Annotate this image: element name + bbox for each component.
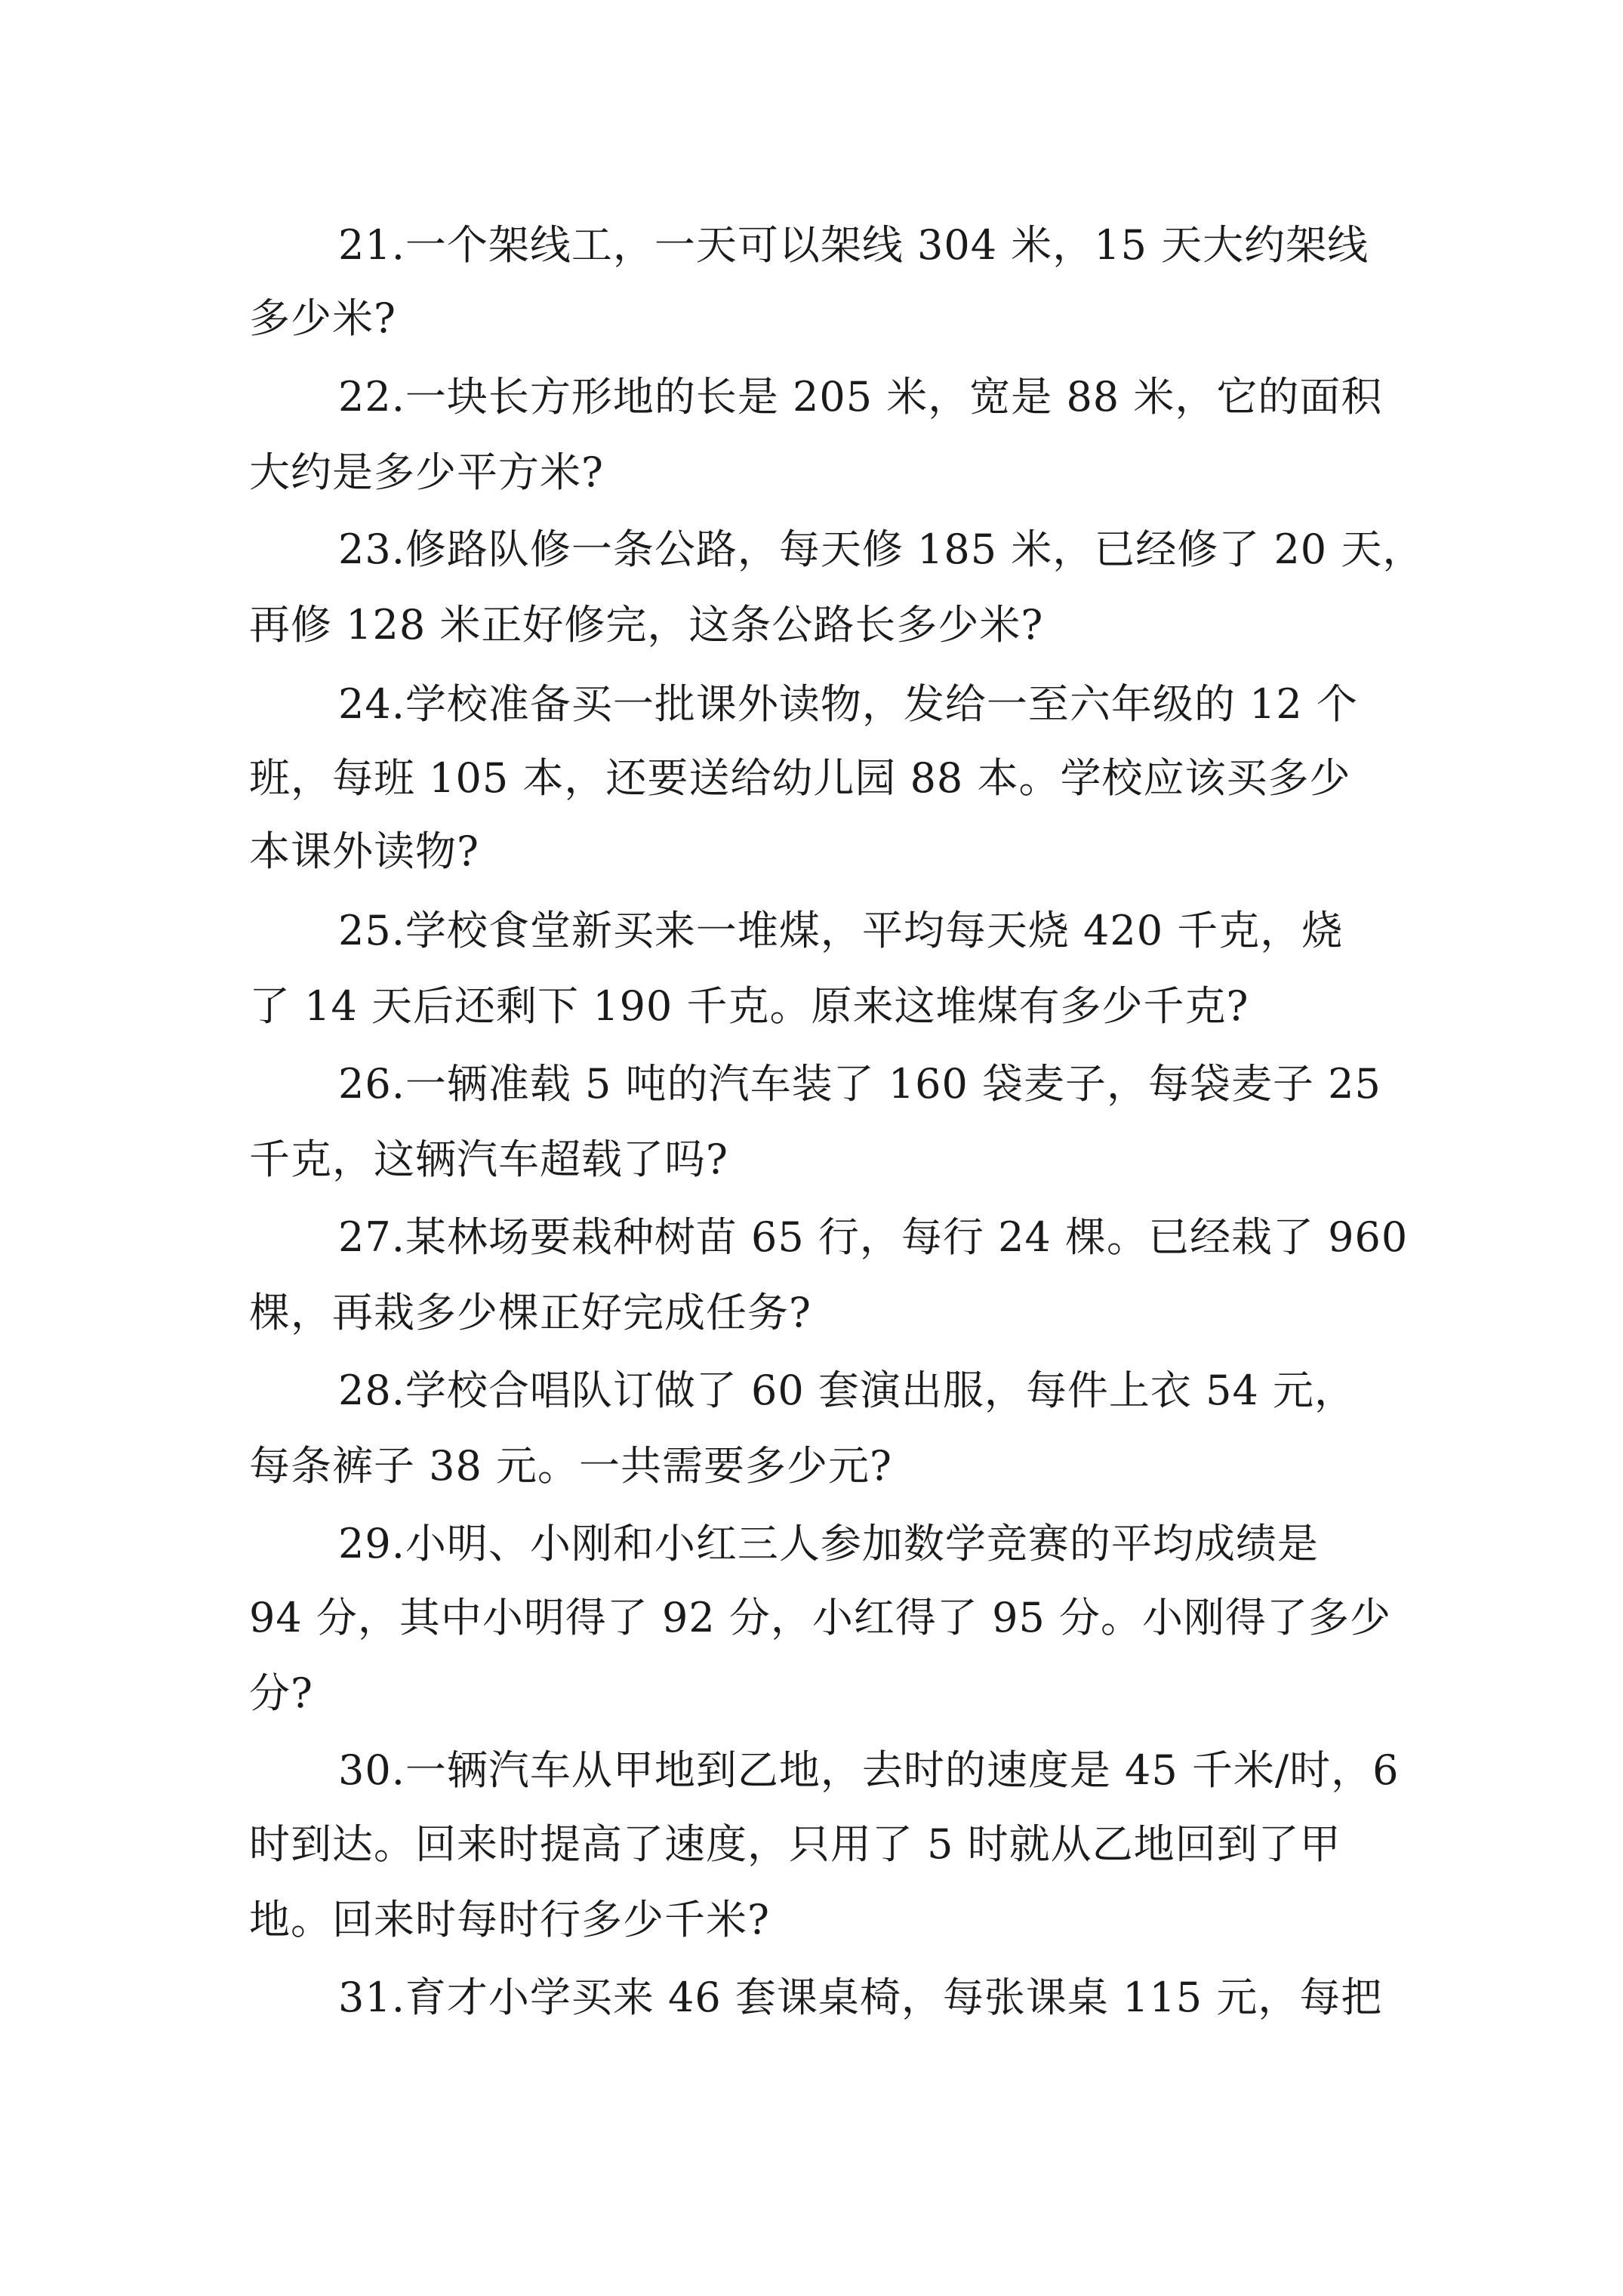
- problem-29-line-3: 分?: [249, 1669, 313, 1717]
- problem-31-line-1: 31.育才小学买来 46 套课桌椅，每张课桌 115 元，每把: [338, 1974, 1383, 2021]
- problem-23-line-2: 再修 128 米正好修完，这条公路长多少米?: [249, 601, 1044, 649]
- problem-25-line-2: 了 14 天后还剩下 190 千克。原来这堆煤有多少千克?: [249, 982, 1249, 1030]
- problem-29-line-2: 94 分，其中小明得了 92 分，小红得了 95 分。小刚得了多少: [249, 1594, 1391, 1641]
- problem-25-line-1: 25.学校食堂新买来一堆煤，平均每天烧 420 千克，烧: [338, 907, 1344, 954]
- problem-27-line-2: 棵，再栽多少棵正好完成任务?: [249, 1289, 812, 1336]
- problem-21-line-1: 21.一个架线工，一天可以架线 304 米，15 天大约架线: [338, 221, 1369, 269]
- problem-26-line-1: 26.一辆准载 5 吨的汽车装了 160 袋麦子，每袋麦子 25: [338, 1060, 1381, 1108]
- problem-24-line-1: 24.学校准备买一批课外读物，发给一至六年级的 12 个: [338, 680, 1358, 728]
- problem-23-line-1: 23.修路队修一条公路，每天修 185 米，已经修了 20 天，: [338, 525, 1424, 573]
- problem-22-line-1: 22.一块长方形地的长是 205 米，宽是 88 米，它的面积: [338, 373, 1383, 421]
- problem-29-line-1: 29.小明、小刚和小红三人参加数学竞赛的平均成绩是: [338, 1520, 1319, 1567]
- problem-30-line-1: 30.一辆汽车从甲地到乙地，去时的速度是 45 千米/时，6: [338, 1746, 1400, 1794]
- problem-27-line-1: 27.某林场要栽种树苗 65 行，每行 24 棵。已经栽了 960: [338, 1213, 1409, 1261]
- problem-24-line-3: 本课外读物?: [249, 827, 479, 875]
- problem-26-line-2: 千克，这辆汽车超载了吗?: [249, 1136, 728, 1183]
- problem-28-line-1: 28.学校合唱队订做了 60 套演出服，每件上衣 54 元，: [338, 1367, 1356, 1414]
- problem-28-line-2: 每条裤子 38 元。一共需要多少元?: [249, 1442, 892, 1490]
- problem-22-line-2: 大约是多少平方米?: [249, 448, 604, 496]
- problem-24-line-2: 班，每班 105 本，还要送给幼儿园 88 本。学校应该买多少: [249, 754, 1351, 802]
- problem-21-line-2: 多少米?: [249, 294, 396, 342]
- problem-30-line-2: 时到达。回来时提高了速度，只用了 5 时就从乙地回到了甲: [249, 1820, 1341, 1868]
- problem-30-line-3: 地。回来时每时行多少千米?: [249, 1896, 770, 1943]
